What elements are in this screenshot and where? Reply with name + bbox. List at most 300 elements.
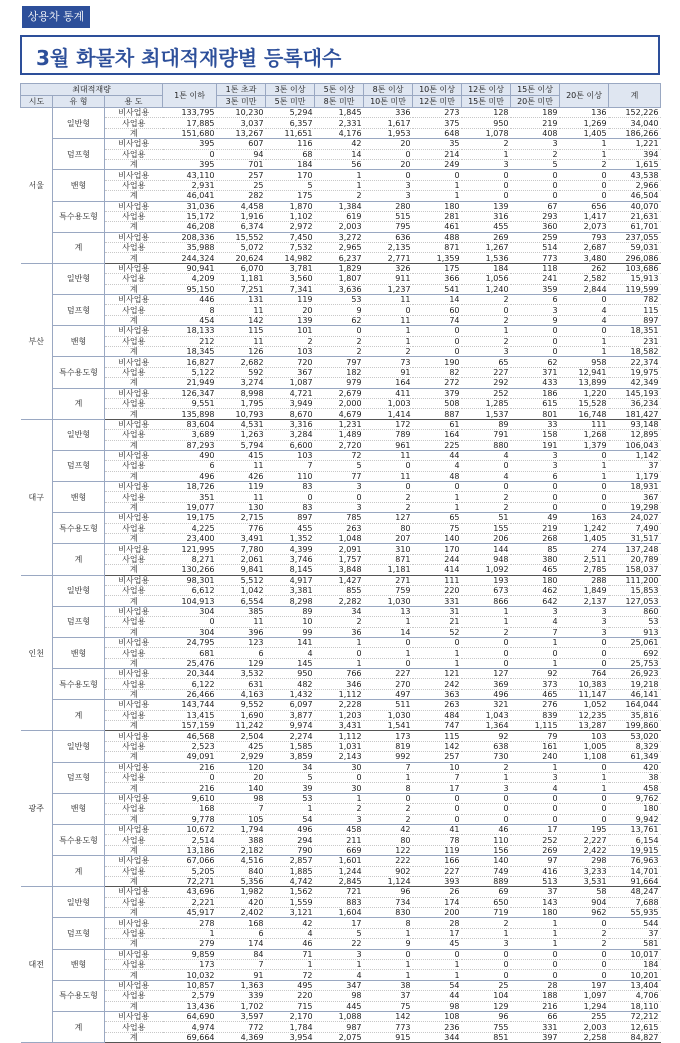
use-cell: 계	[105, 346, 163, 356]
value-cell: 168	[163, 804, 217, 814]
value-cell: 96	[364, 887, 413, 897]
value-cell: 0	[462, 793, 511, 803]
value-cell: 411	[364, 388, 413, 398]
value-cell: 4,369	[217, 1032, 266, 1042]
value-cell: 2,061	[217, 554, 266, 564]
table-row	[21, 450, 661, 460]
value-cell: 9,974	[266, 721, 315, 731]
use-cell: 사업용	[105, 492, 163, 502]
value-cell: 1,181	[217, 274, 266, 284]
value-cell: 0	[462, 191, 511, 201]
value-cell: 433	[511, 378, 560, 388]
value-cell: 18,110	[609, 1001, 661, 1011]
value-cell: 110	[266, 471, 315, 481]
value-cell: 1,870	[266, 201, 315, 211]
value-cell: 0	[511, 346, 560, 356]
value-cell: 2	[462, 918, 511, 928]
value-cell: 6	[217, 928, 266, 938]
value-cell: 1	[462, 617, 511, 627]
value-cell: 1	[413, 970, 462, 980]
value-cell: 104	[462, 991, 511, 1001]
value-cell: 6	[511, 295, 560, 305]
value-cell: 979	[315, 378, 364, 388]
value-cell: 103	[560, 731, 609, 741]
value-cell: 73	[364, 357, 413, 367]
value-cell: 199,860	[609, 721, 661, 731]
value-cell: 1,181	[364, 565, 413, 575]
value-cell: 8,145	[266, 565, 315, 575]
table-row	[21, 741, 661, 751]
value-cell: 152,226	[609, 108, 661, 118]
value-cell: 4,163	[217, 689, 266, 699]
value-cell: 13,415	[163, 710, 217, 720]
value-cell: 14,982	[266, 253, 315, 263]
value-cell: 1,092	[462, 565, 511, 575]
value-cell: 2	[364, 814, 413, 824]
value-cell: 35,816	[609, 710, 661, 720]
use-cell: 비사업용	[105, 700, 163, 710]
table-row	[21, 897, 661, 907]
use-cell: 사업용	[105, 398, 163, 408]
value-cell: 0	[462, 814, 511, 824]
value-cell: 776	[217, 523, 266, 533]
value-cell: 18,351	[609, 326, 661, 336]
value-cell: 0	[315, 326, 364, 336]
value-cell: 0	[413, 482, 462, 492]
value-cell: 1	[511, 637, 560, 647]
value-cell: 110	[462, 835, 511, 845]
value-cell: 782	[609, 295, 661, 305]
use-cell: 계	[105, 1032, 163, 1042]
use-cell: 사업용	[105, 991, 163, 1001]
value-cell: 25	[462, 980, 511, 990]
table-row	[21, 1022, 661, 1032]
value-cell: 1	[315, 170, 364, 180]
value-cell: 8,329	[609, 741, 661, 751]
value-cell: 21,631	[609, 211, 661, 221]
value-cell: 270	[364, 679, 413, 689]
value-cell: 656	[560, 201, 609, 211]
value-cell: 25,061	[609, 637, 661, 647]
table-row	[21, 367, 661, 377]
value-cell: 3,480	[560, 253, 609, 263]
value-cell: 83	[266, 482, 315, 492]
value-cell: 415	[217, 450, 266, 460]
value-cell: 1,237	[364, 284, 413, 294]
value-cell: 0	[560, 949, 609, 959]
value-cell: 1,537	[462, 409, 511, 419]
value-cell: 544	[609, 918, 661, 928]
value-cell: 18,931	[609, 482, 661, 492]
value-cell: 35	[413, 139, 462, 149]
value-cell: 948	[462, 554, 511, 564]
value-cell: 129	[217, 658, 266, 668]
value-cell: 252	[462, 388, 511, 398]
value-cell: 1	[462, 773, 511, 783]
value-cell: 44	[413, 450, 462, 460]
value-cell: 180	[511, 575, 560, 585]
value-cell: 64,690	[163, 1011, 217, 1021]
value-cell: 2,523	[163, 741, 217, 751]
use-cell: 계	[105, 908, 163, 918]
value-cell: 1	[413, 502, 462, 512]
value-cell: 0	[413, 170, 462, 180]
use-cell: 계	[105, 159, 163, 169]
type-cell: 덤프형	[53, 918, 105, 949]
value-cell: 1,849	[560, 585, 609, 595]
table-row	[21, 295, 661, 305]
value-cell: 11,147	[560, 689, 609, 699]
value-cell: 462	[511, 585, 560, 595]
value-cell: 293	[511, 211, 560, 221]
value-cell: 1	[462, 606, 511, 616]
value-cell: 33	[511, 419, 560, 429]
value-cell: 98,301	[163, 575, 217, 585]
value-cell: 75	[364, 1001, 413, 1011]
value-cell: 16,748	[560, 409, 609, 419]
value-cell: 98	[413, 1001, 462, 1011]
value-cell: 5	[315, 461, 364, 471]
table-row	[21, 887, 661, 897]
value-cell: 164	[413, 430, 462, 440]
use-cell: 사업용	[105, 461, 163, 471]
value-cell: 139	[462, 201, 511, 211]
value-cell: 1,489	[315, 430, 364, 440]
value-cell: 638	[462, 741, 511, 751]
value-cell: 175	[266, 191, 315, 201]
value-cell: 2	[462, 627, 511, 637]
value-cell: 180	[609, 804, 661, 814]
value-cell: 830	[364, 908, 413, 918]
value-cell: 143,744	[163, 700, 217, 710]
value-cell: 136	[560, 108, 609, 118]
value-cell: 296,086	[609, 253, 661, 263]
value-cell: 2,514	[163, 835, 217, 845]
value-cell: 56	[315, 159, 364, 169]
value-cell: 0	[462, 637, 511, 647]
value-cell: 72,271	[163, 876, 217, 886]
value-cell: 9,610	[163, 793, 217, 803]
use-cell: 계	[105, 658, 163, 668]
header-col-8: 20톤 이상	[560, 84, 609, 108]
value-cell: 278	[163, 918, 217, 928]
value-cell: 1,112	[315, 689, 364, 699]
value-cell: 83	[266, 502, 315, 512]
value-cell: 1	[364, 648, 413, 658]
value-cell: 3,272	[315, 232, 364, 242]
value-cell: 1,845	[315, 108, 364, 118]
value-cell: 515	[364, 211, 413, 221]
value-cell: 819	[364, 741, 413, 751]
value-cell: 20	[364, 159, 413, 169]
value-cell: 10	[266, 617, 315, 627]
value-cell: 163	[560, 513, 609, 523]
value-cell: 1,795	[217, 398, 266, 408]
header-col-3-sub: 8톤 미만	[315, 96, 364, 108]
value-cell: 1,690	[217, 710, 266, 720]
value-cell: 5,072	[217, 243, 266, 253]
value-cell: 607	[217, 139, 266, 149]
value-cell: 276	[511, 700, 560, 710]
value-cell: 7	[364, 762, 413, 772]
value-cell: 45,917	[163, 908, 217, 918]
value-cell: 3,316	[266, 419, 315, 429]
value-cell: 3	[462, 159, 511, 169]
table-row	[21, 949, 661, 959]
value-cell: 78	[413, 835, 462, 845]
value-cell: 1	[413, 648, 462, 658]
value-cell: 1,405	[560, 534, 609, 544]
value-cell: 30	[315, 762, 364, 772]
value-cell: 1,427	[315, 575, 364, 585]
value-cell: 140	[217, 783, 266, 793]
value-cell: 53	[609, 617, 661, 627]
value-cell: 24,027	[609, 513, 661, 523]
value-cell: 158	[511, 430, 560, 440]
use-cell: 비사업용	[105, 980, 163, 990]
use-cell: 비사업용	[105, 1011, 163, 1021]
value-cell: 887	[413, 409, 462, 419]
use-cell: 비사업용	[105, 450, 163, 460]
value-cell: 170	[413, 544, 462, 554]
value-cell: 61,349	[609, 752, 661, 762]
value-cell: 785	[315, 513, 364, 523]
value-cell: 1,263	[217, 430, 266, 440]
value-cell: 379	[413, 388, 462, 398]
value-cell: 9,778	[163, 814, 217, 824]
value-cell: 2,582	[560, 274, 609, 284]
value-cell: 791	[462, 430, 511, 440]
value-cell: 0	[511, 804, 560, 814]
value-cell: 0	[413, 814, 462, 824]
value-cell: 336	[364, 108, 413, 118]
use-cell: 비사업용	[105, 232, 163, 242]
value-cell: 155	[462, 523, 511, 533]
use-cell: 비사업용	[105, 606, 163, 616]
value-cell: 118	[511, 263, 560, 273]
value-cell: 2	[315, 804, 364, 814]
value-cell: 1	[511, 918, 560, 928]
value-cell: 1,030	[364, 596, 413, 606]
value-cell: 13,186	[163, 845, 217, 855]
value-cell: 84	[217, 949, 266, 959]
value-cell: 866	[462, 596, 511, 606]
value-cell: 0	[364, 949, 413, 959]
value-cell: 5,356	[217, 876, 266, 886]
value-cell: 10,017	[609, 949, 661, 959]
value-cell: 2,845	[315, 876, 364, 886]
value-cell: 15,528	[560, 398, 609, 408]
value-cell: 141	[266, 637, 315, 647]
city-cell: 대구	[21, 419, 53, 575]
value-cell: 1,794	[217, 824, 266, 834]
value-cell: 5	[266, 773, 315, 783]
value-cell: 111	[413, 575, 462, 585]
use-cell: 계	[105, 596, 163, 606]
city-cell: 서울	[21, 108, 53, 264]
value-cell: 797	[315, 357, 364, 367]
value-cell: 8,998	[217, 388, 266, 398]
value-cell: 1	[560, 346, 609, 356]
value-cell: 6,237	[315, 253, 364, 263]
value-cell: 648	[413, 128, 462, 138]
value-cell: 10,230	[217, 108, 266, 118]
value-cell: 1	[364, 336, 413, 346]
value-cell: 759	[364, 585, 413, 595]
value-cell: 22	[315, 939, 364, 949]
value-cell: 242	[413, 679, 462, 689]
value-cell: 0	[511, 970, 560, 980]
value-cell: 11	[364, 295, 413, 305]
value-cell: 7	[413, 773, 462, 783]
value-cell: 151,680	[163, 128, 217, 138]
use-cell: 비사업용	[105, 731, 163, 741]
use-cell: 계	[105, 315, 163, 325]
value-cell: 1	[413, 180, 462, 190]
value-cell: 54	[413, 980, 462, 990]
value-cell: 3,848	[315, 565, 364, 575]
value-cell: 52	[413, 627, 462, 637]
value-cell: 0	[560, 970, 609, 980]
value-cell: 1,108	[560, 752, 609, 762]
value-cell: 13,899	[560, 378, 609, 388]
table-row	[21, 159, 661, 169]
value-cell: 2	[462, 295, 511, 305]
value-cell: 142	[413, 741, 462, 751]
value-cell: 0	[560, 793, 609, 803]
value-cell: 140	[413, 534, 462, 544]
value-cell: 129	[462, 1001, 511, 1011]
table-row	[21, 700, 661, 710]
value-cell: 5,512	[217, 575, 266, 585]
value-cell: 1	[315, 180, 364, 190]
value-cell: 2,221	[163, 897, 217, 907]
value-cell: 0	[462, 960, 511, 970]
table-row	[21, 793, 661, 803]
type-cell: 계	[53, 700, 105, 731]
value-cell: 395	[163, 139, 217, 149]
value-cell: 195	[560, 824, 609, 834]
value-cell: 855	[315, 585, 364, 595]
value-cell: 127	[364, 513, 413, 523]
value-cell: 1	[315, 793, 364, 803]
table-row	[21, 139, 661, 149]
value-cell: 326	[364, 263, 413, 273]
value-cell: 23,400	[163, 534, 217, 544]
value-cell: 790	[266, 845, 315, 855]
value-cell: 6,374	[217, 222, 266, 232]
value-cell: 122	[364, 845, 413, 855]
value-cell: 304	[163, 606, 217, 616]
value-cell: 76,963	[609, 856, 661, 866]
value-cell: 111	[560, 419, 609, 429]
value-cell: 227	[462, 367, 511, 377]
value-cell: 344	[413, 1032, 462, 1042]
use-cell: 비사업용	[105, 388, 163, 398]
value-cell: 2,073	[560, 222, 609, 232]
value-cell: 9,841	[217, 565, 266, 575]
value-cell: 191	[511, 440, 560, 450]
value-cell: 13,287	[560, 721, 609, 731]
table-row	[21, 731, 661, 741]
value-cell: 5	[511, 159, 560, 169]
value-cell: 200	[413, 908, 462, 918]
value-cell: 164,044	[609, 700, 661, 710]
value-cell: 3,284	[266, 430, 315, 440]
value-cell: 42	[315, 139, 364, 149]
use-cell: 사업용	[105, 118, 163, 128]
use-cell: 사업용	[105, 866, 163, 876]
value-cell: 3	[560, 627, 609, 637]
value-cell: 1	[364, 960, 413, 970]
value-cell: 1,042	[217, 585, 266, 595]
value-cell: 9,859	[163, 949, 217, 959]
value-cell: 2	[462, 336, 511, 346]
value-cell: 257	[217, 170, 266, 180]
header-col-4-sub: 10톤 미만	[364, 96, 413, 108]
value-cell: 25,476	[163, 658, 217, 668]
value-cell: 128	[462, 108, 511, 118]
use-cell: 계	[105, 502, 163, 512]
value-cell: 0	[413, 346, 462, 356]
value-cell: 393	[413, 876, 462, 886]
value-cell: 397	[511, 1032, 560, 1042]
value-cell: 0	[560, 648, 609, 658]
value-cell: 0	[163, 149, 217, 159]
value-cell: 12,941	[560, 367, 609, 377]
value-cell: 20	[364, 139, 413, 149]
use-cell: 계	[105, 440, 163, 450]
value-cell: 5	[315, 928, 364, 938]
use-cell: 비사업용	[105, 419, 163, 429]
value-cell: 9,762	[609, 793, 661, 803]
value-cell: 1,056	[462, 274, 511, 284]
value-cell: 269	[511, 845, 560, 855]
value-cell: 108	[413, 1011, 462, 1021]
use-cell: 사업용	[105, 679, 163, 689]
value-cell: 71	[266, 949, 315, 959]
value-cell: 0	[560, 918, 609, 928]
value-cell: 133,795	[163, 108, 217, 118]
use-cell: 비사업용	[105, 108, 163, 118]
value-cell: 581	[609, 939, 661, 949]
value-cell: 488	[413, 232, 462, 242]
value-cell: 19,915	[609, 845, 661, 855]
value-cell: 126,347	[163, 388, 217, 398]
use-cell: 비사업용	[105, 918, 163, 928]
value-cell: 135,898	[163, 409, 217, 419]
value-cell: 180	[413, 201, 462, 211]
value-cell: 0	[511, 170, 560, 180]
value-cell: 0	[364, 658, 413, 668]
value-cell: 292	[462, 378, 511, 388]
use-cell: 사업용	[105, 523, 163, 533]
type-cell: 특수용도형	[53, 357, 105, 388]
value-cell: 1,102	[266, 211, 315, 221]
value-cell: 0	[560, 502, 609, 512]
value-cell: 1,885	[266, 866, 315, 876]
value-cell: 2	[364, 346, 413, 356]
use-cell: 사업용	[105, 835, 163, 845]
value-cell: 158,037	[609, 565, 661, 575]
value-cell: 11	[217, 492, 266, 502]
value-cell: 8	[364, 918, 413, 928]
value-cell: 3	[364, 180, 413, 190]
value-cell: 1,003	[364, 398, 413, 408]
value-cell: 2	[462, 315, 511, 325]
table-row	[21, 773, 661, 783]
value-cell: 8,670	[266, 409, 315, 419]
